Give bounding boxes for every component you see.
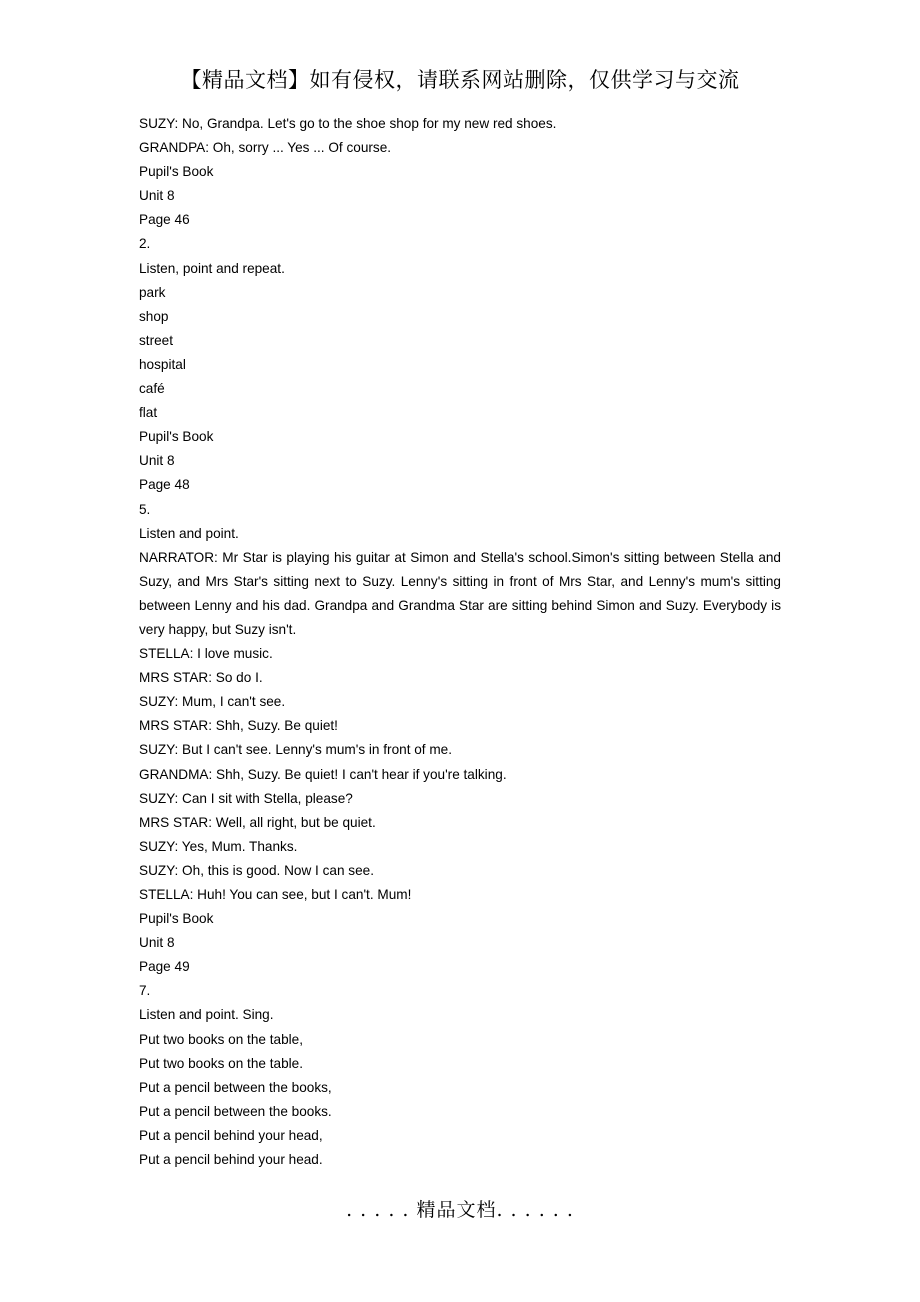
page-header: 【精品文档】如有侵权，请联系网站删除，仅供学习与交流: [180, 68, 740, 92]
song-line: Put a pencil behind your head.: [139, 1152, 323, 1168]
dialogue-line: SUZY: No, Grandpa. Let's go to the shoe shop for my new red shoes.: [139, 116, 557, 131]
song-line: Put a pencil between the books.: [139, 1103, 332, 1119]
exercise-number: 2.: [139, 236, 151, 252]
unit-label: Unit 8: [139, 935, 175, 951]
dialogue-line: SUZY: Can I sit with Stella, please?: [139, 790, 353, 806]
exercise-number: 5.: [139, 501, 151, 517]
dialogue-line: GRANDMA: Shh, Suzy. Be quiet! I can't hear if you're talking.: [139, 766, 507, 782]
dialogue-line: SUZY: Yes, Mum. Thanks.: [139, 838, 298, 854]
dialogue-line: STELLA: Huh! You can see, but I can't. Mum!: [139, 887, 412, 902]
dialogue-line: SUZY: But I can't see. Lenny's mum's in front of me.: [139, 742, 453, 758]
dialogue-line: SUZY: Oh, this is good. Now I can see.: [139, 862, 374, 878]
song-line: Put two books on the table,: [139, 1031, 303, 1047]
dialogue-line: STELLA: I love music.: [139, 646, 273, 662]
page-label: Page 49: [139, 959, 190, 975]
vocab-word: shop: [139, 308, 169, 324]
song-line: Put a pencil behind your head,: [139, 1127, 323, 1143]
book-label: Pupil's Book: [139, 164, 214, 180]
dialogue-line: MRS STAR: So do I.: [139, 670, 263, 686]
vocab-word: café: [139, 381, 165, 397]
page-footer: . . . . . 精品文档. . . . . .: [346, 1199, 574, 1221]
dialogue-line: GRANDPA: Oh, sorry ... Yes ... Of course.: [139, 140, 392, 156]
exercise-instruction: Listen, point and repeat.: [139, 260, 285, 276]
page-label: Page 48: [139, 477, 190, 493]
dialogue-line: MRS STAR: Shh, Suzy. Be quiet!: [139, 718, 338, 734]
vocab-word: hospital: [139, 356, 186, 372]
narrator-paragraph: NARRATOR: Mr Star is playing his guitar at Simon and Stella's school.Simon's sitting between Stella and Suzy, and Mrs Star's sitting next to Suzy. Lenny's sitting in front of Mrs Star, and Lenny's mum's sitting between Lenny and his dad. Grandpa and Grandma Star are sitting behind Simon and Suzy. Everybody is very happy, but Suzy isn't.: [139, 549, 781, 637]
exercise-number: 7.: [139, 983, 151, 999]
vocab-word: flat: [139, 405, 158, 421]
page-label: Page 46: [139, 212, 190, 228]
unit-label: Unit 8: [139, 188, 175, 204]
unit-label: Unit 8: [139, 453, 175, 469]
vocab-word: street: [139, 332, 173, 348]
dialogue-line: SUZY: Mum, I can't see.: [139, 694, 286, 710]
book-label: Pupil's Book: [139, 911, 214, 927]
document-body: [139, 112, 781, 1172]
song-line: Put two books on the table.: [139, 1055, 303, 1071]
vocab-word: park: [139, 284, 166, 300]
book-label: Pupil's Book: [139, 429, 214, 445]
exercise-instruction: Listen and point.: [139, 525, 239, 541]
song-line: Put a pencil between the books,: [139, 1079, 332, 1095]
dialogue-line: MRS STAR: Well, all right, but be quiet.: [139, 814, 376, 830]
exercise-instruction: Listen and point. Sing.: [139, 1007, 274, 1023]
